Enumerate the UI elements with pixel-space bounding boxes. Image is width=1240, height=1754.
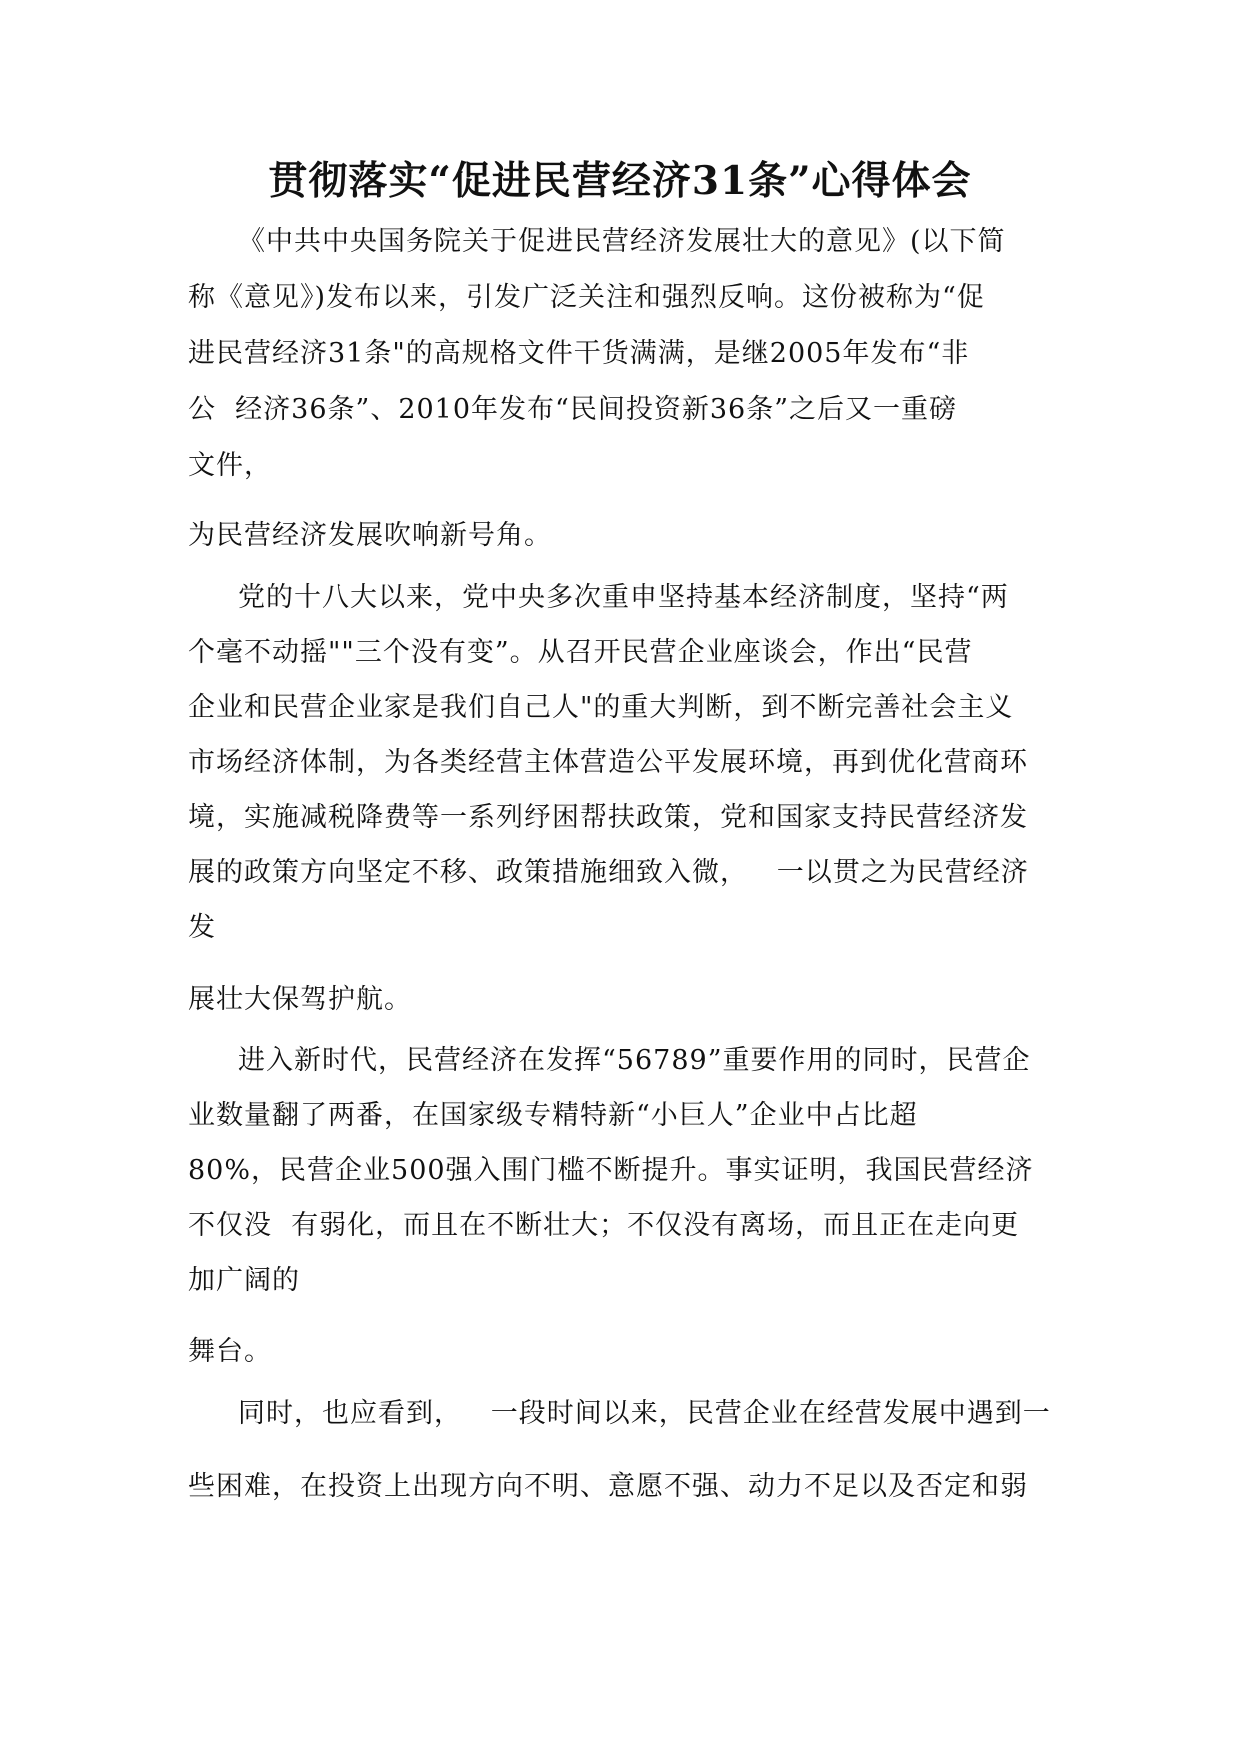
paragraph-line: 文件， [188,450,272,481]
paragraph-line: 展壮大保驾护航。 [188,984,412,1015]
paragraph-line: 称《意见》)发布以来，引发广泛关注和强烈反响。这份被称为“促 [188,282,985,313]
paragraph-line: 些困难，在投资上出现方向不明、意愿不强、动力不足以及否定和弱 [188,1471,1028,1502]
paragraph-line: 业数量翻了两番，在国家级专精特新“小巨人”企业中占比超 [188,1100,918,1131]
document-title: 贯彻落实“促进民营经济31条”心得体会 [268,158,972,204]
paragraph-line: 党的十八大以来，党中央多次重申坚持基本经济制度，坚持“两 [238,582,1009,613]
paragraph-line: 企业和民营企业家是我们自己人"的重大判断，到不断完善社会主义 [188,692,1014,723]
paragraph-line: 为民营经济发展吹响新号角。 [188,520,552,551]
paragraph-line: 不仅没 有弱化，而且在不断壮大；不仅没有离场，而且正在走向更 [188,1210,1020,1241]
paragraph-line: 同时，也应看到， 一段时间以来，民营企业在经营发展中遇到一 [238,1398,1051,1429]
paragraph-line: 舞台。 [188,1336,272,1367]
paragraph-line: 个毫不动摇""三个没有变”。从召开民营企业座谈会，作出“民营 [188,637,973,668]
paragraph-line: 公 经济36条”、2010年发布“民间投资新36条”之后又一重磅 [188,394,957,425]
paragraph-line: 境，实施减税降费等一系列纾困帮扶政策，党和国家支持民营经济发 [188,802,1028,833]
paragraph-line: 《中共中央国务院关于促进民营经济发展壮大的意见》(以下简 [238,226,1006,257]
paragraph-line: 进入新时代，民营经济在发挥“56789”重要作用的同时，民营企 [238,1045,1031,1076]
paragraph-line: 进民营经济31条"的高规格文件干货满满，是继2005年发布“非 [188,338,970,369]
paragraph-line: 展的政策方向坚定不移、政策措施细致入微， 一以贯之为民营经济 [188,857,1029,888]
paragraph-line: 发 [188,912,216,943]
paragraph-line: 加广阔的 [188,1265,300,1296]
paragraph-line: 市场经济体制，为各类经营主体营造公平发展环境，再到优化营商环 [188,747,1028,778]
paragraph-line: 80%，民营企业500强入围门槛不断提升。事实证明，我国民营经济 [188,1155,1034,1186]
